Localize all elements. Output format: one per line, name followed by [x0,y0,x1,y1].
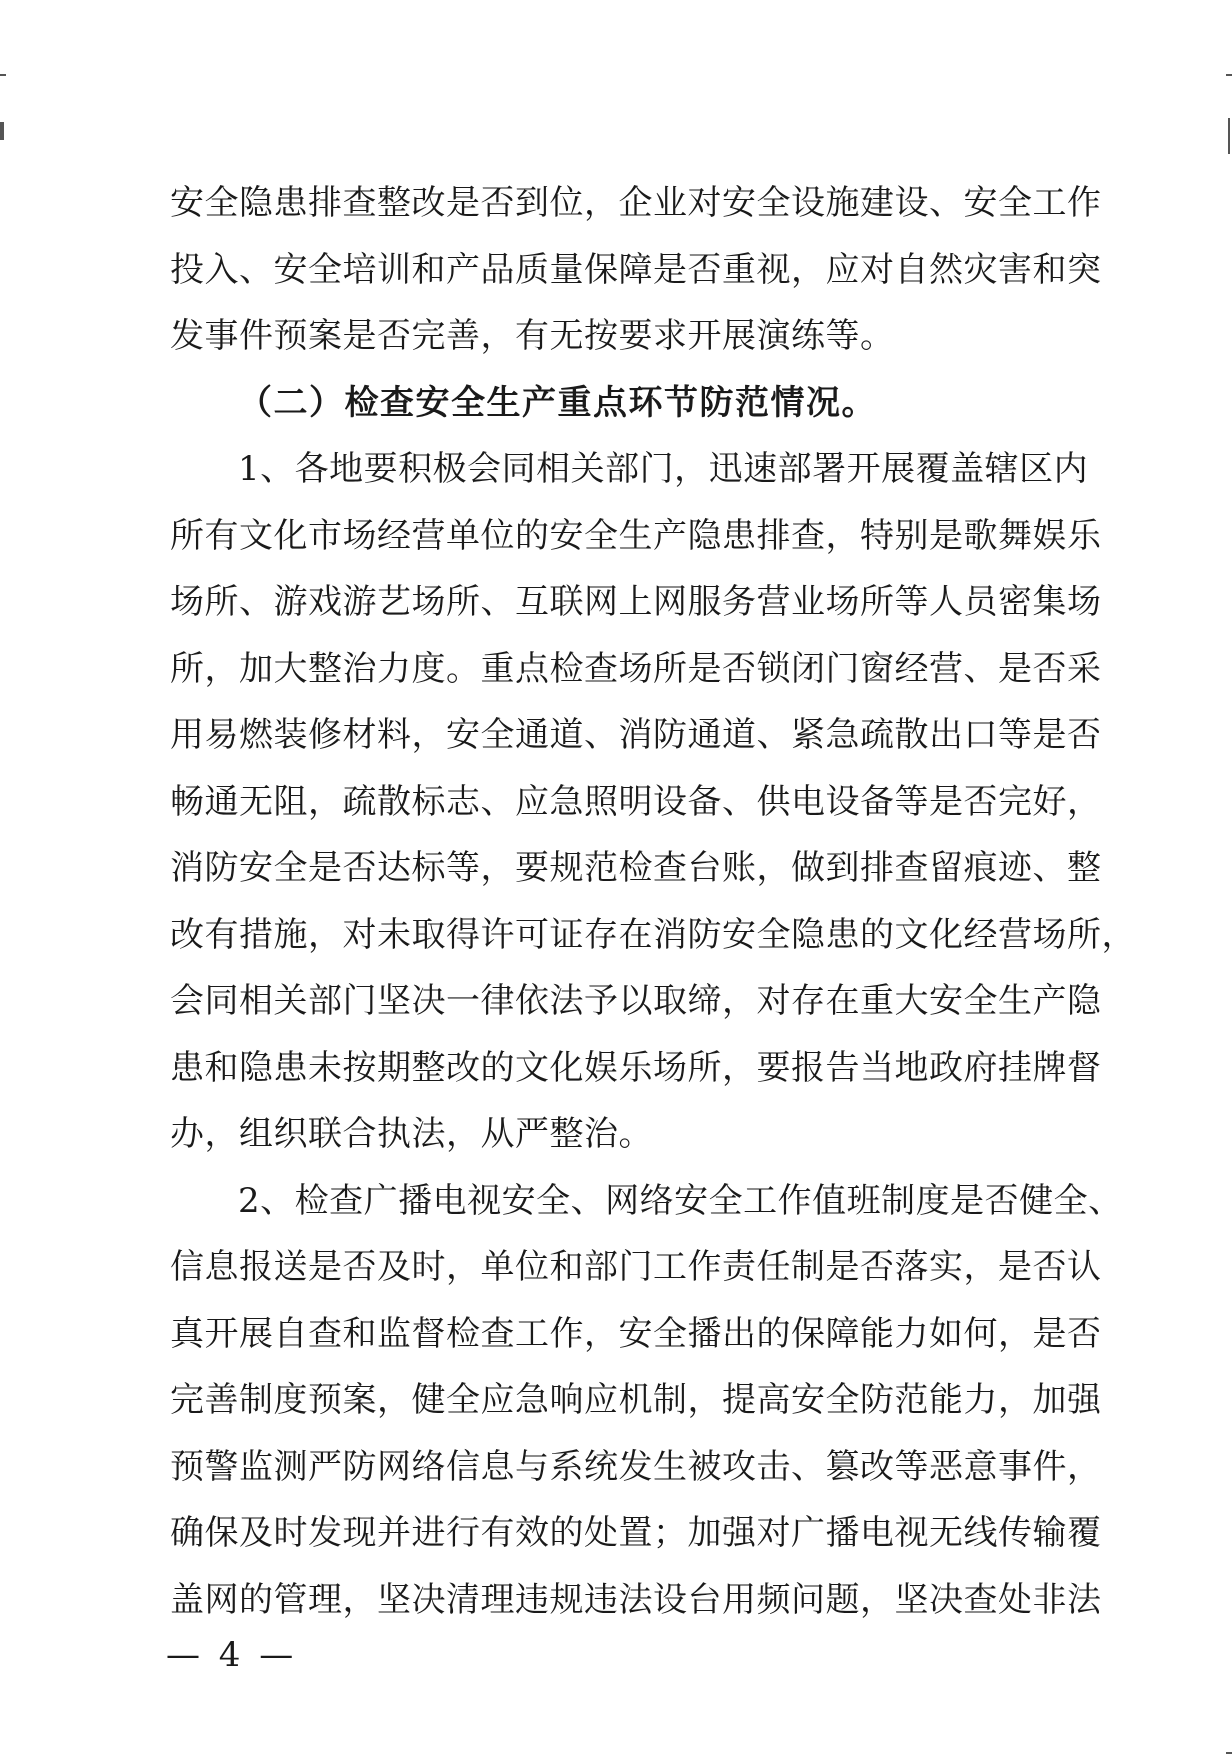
paragraph-line: 发事件预案是否完善，有无按要求开展演练等。 [170,316,895,356]
scan-edge-mark-left [0,122,4,140]
page-number: — 4 — [166,1635,298,1675]
paragraph-line: 信息报送是否及时，单位和部门工作责任制是否落实，是否认 [170,1247,1102,1287]
scan-edge-mark-bottom-right [1226,1752,1232,1754]
scan-edge-mark-right-top [1226,74,1232,76]
paragraph-line: 完善制度预案，健全应急响应机制，提高安全防范能力，加强 [170,1380,1102,1420]
paragraph-line: 1、各地要积极会同相关部门，迅速部署开展覆盖辖区内 [238,449,1089,489]
section-heading: （二）检查安全生产重点环节防范情况。 [238,382,877,423]
paragraph-line: 所，加大整治力度。重点检查场所是否锁闭门窗经营、是否采 [170,648,1102,689]
paragraph-line: 预警监测严防网络信息与系统发生被攻击、篡改等恶意事件， [170,1446,1102,1487]
paragraph-line: 办，组织联合执法，从严整治。 [170,1114,653,1154]
paragraph-line: 确保及时发现并进行有效的处置；加强对广播电视无线传输覆 [170,1513,1102,1553]
paragraph-line: 畅通无阻，疏散标志、应急照明设备、供电设备等是否完好， [170,781,1102,822]
paragraph-line: 投入、安全培训和产品质量保障是否重视，应对自然灾害和突 [170,249,1102,290]
paragraph-line: 所有文化市场经营单位的安全生产隐患排查，特别是歌舞娱乐 [170,515,1102,556]
paragraph-line: 2、检查广播电视安全、网络安全工作值班制度是否健全、 [238,1180,1123,1221]
paragraph-line: 会同相关部门坚决一律依法予以取缔，对存在重大安全生产隐 [170,981,1102,1021]
paragraph-line: 消防安全是否达标等，要规范检查台账，做到排查留痕迹、整 [170,848,1102,888]
scan-edge-mark-right [1228,118,1230,154]
paragraph-line: 改有措施，对未取得许可证存在消防安全隐患的文化经营场所， [170,914,1136,955]
paragraph-line: 场所、游戏游艺场所、互联网上网服务营业场所等人员密集场 [170,582,1102,622]
body-text [170,170,1136,1633]
paragraph-line: 安全隐患排查整改是否到位，企业对安全设施建设、安全工作 [170,183,1102,223]
paragraph-line: 真开展自查和监督检查工作，安全播出的保障能力如何，是否 [170,1313,1102,1354]
paragraph-line: 盖网的管理，坚决清理违规违法设台用频问题，坚决查处非法 [170,1579,1102,1620]
paragraph-line: 患和隐患未按期整改的文化娱乐场所，要报告当地政府挂牌督 [170,1047,1102,1088]
paragraph-line: 用易燃装修材料，安全通道、消防通道、紧急疏散出口等是否 [170,715,1102,755]
scan-edge-mark-top [0,74,6,76]
